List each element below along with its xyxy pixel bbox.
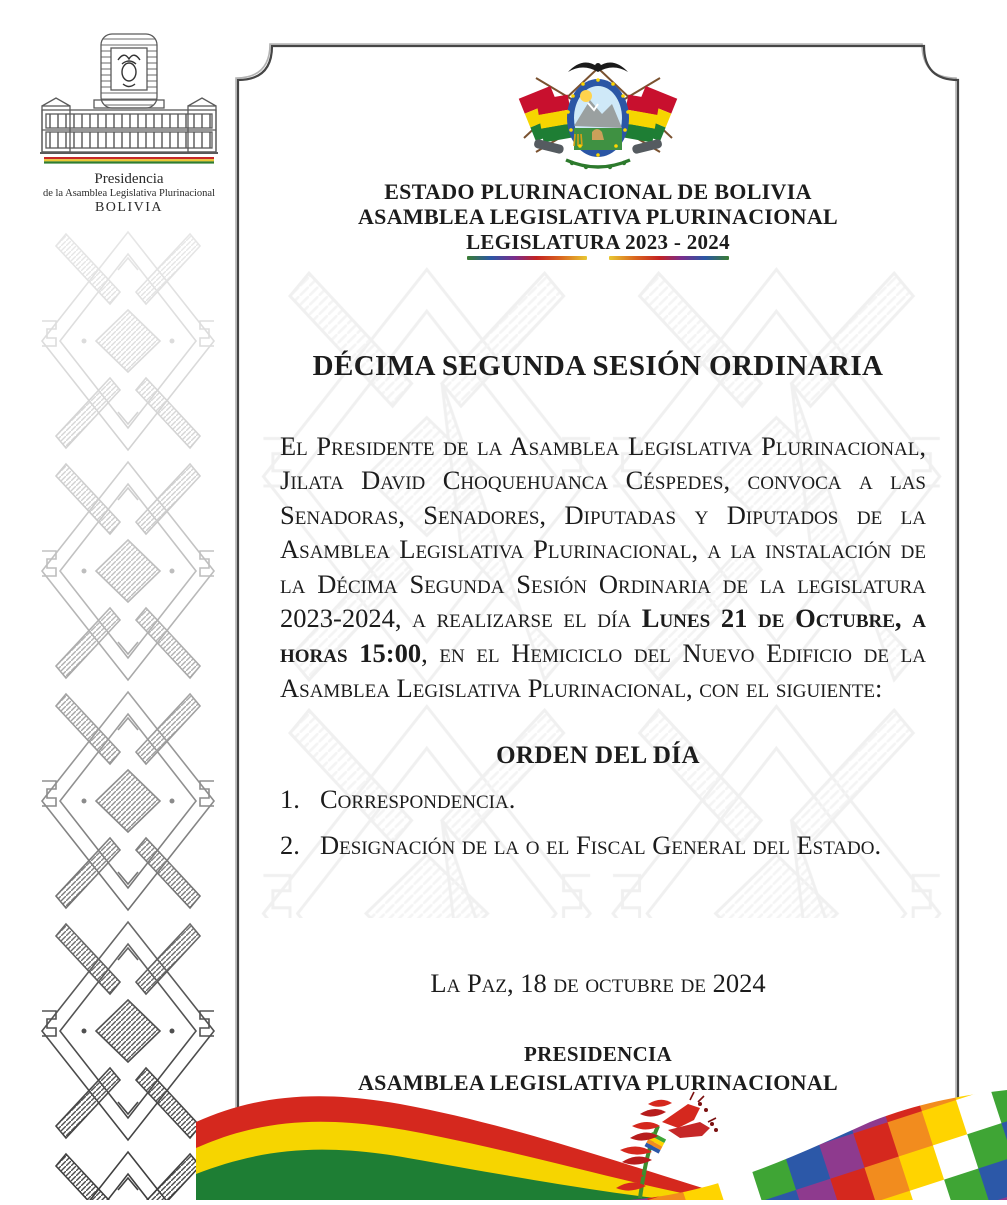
agenda-title: ORDEN DEL DÍA — [496, 742, 700, 769]
logo-title: Presidencia — [94, 171, 164, 187]
agenda-item — [280, 784, 930, 830]
agenda-list — [280, 784, 930, 876]
header-line-2: ASAMBLEA LEGISLATIVA PLURINACIONAL — [357, 204, 839, 229]
divider-segment-right — [609, 256, 729, 260]
agenda-item-text: Correspondencia. — [320, 784, 516, 814]
building-engraving-icon — [38, 30, 220, 164]
agenda-item-text: Designación de la o el Fiscal General del Estado. — [320, 830, 882, 860]
body-paragraph — [280, 429, 926, 706]
header-line-3: LEGISLATURA 2023 - 2024 — [466, 230, 730, 254]
bottom-wave — [0, 1070, 1007, 1200]
rainbow-divider — [238, 256, 958, 260]
body-text-bold: Lunes 21 de Octubre, a horas 15:00 — [280, 603, 926, 669]
footer-presidencia: PRESIDENCIA — [524, 1042, 672, 1066]
logo-country: BOLIVIA — [94, 200, 164, 215]
andean-pattern-fade — [36, 226, 220, 1200]
coat-of-arms-icon — [510, 54, 686, 178]
agenda-item-number: 1. — [280, 784, 300, 814]
header-line-1: ESTADO PLURINACIONAL DE BOLIVIA — [384, 179, 812, 204]
divider-segment-left — [467, 256, 587, 260]
agenda-item — [280, 830, 930, 876]
footer-asamblea: ASAMBLEA LEGISLATIVA PLURINACIONAL — [357, 1070, 839, 1095]
presidency-logo — [38, 30, 220, 216]
body-text-2: , en el Hemiciclo del Nuevo Edificio de la Asamblea Legislativa Plurinacional, con el siguiente: — [280, 638, 926, 703]
logo-subtitle: de la Asamblea Legislativa Plurinacional — [42, 188, 216, 199]
agenda-item-number: 2. — [280, 830, 300, 860]
document-title: DÉCIMA SEGUNDA SESIÓN ORDINARIA — [312, 350, 884, 382]
dateline: La Paz, 18 de octubre de 2024 — [430, 968, 766, 998]
body-text-1: El Presidente de la Asamblea Legislativa Plurinacional, Jilata David Choquehuanca Céspedes, convoca a las Senadoras, Senadores, Diputadas y Diputados de la Asamblea Legislativa Plurinacional, a la instalación de la Décima Segunda Sesión Ordinaria de la legislatura 2023-2024, a realizarse el día — [280, 430, 926, 634]
